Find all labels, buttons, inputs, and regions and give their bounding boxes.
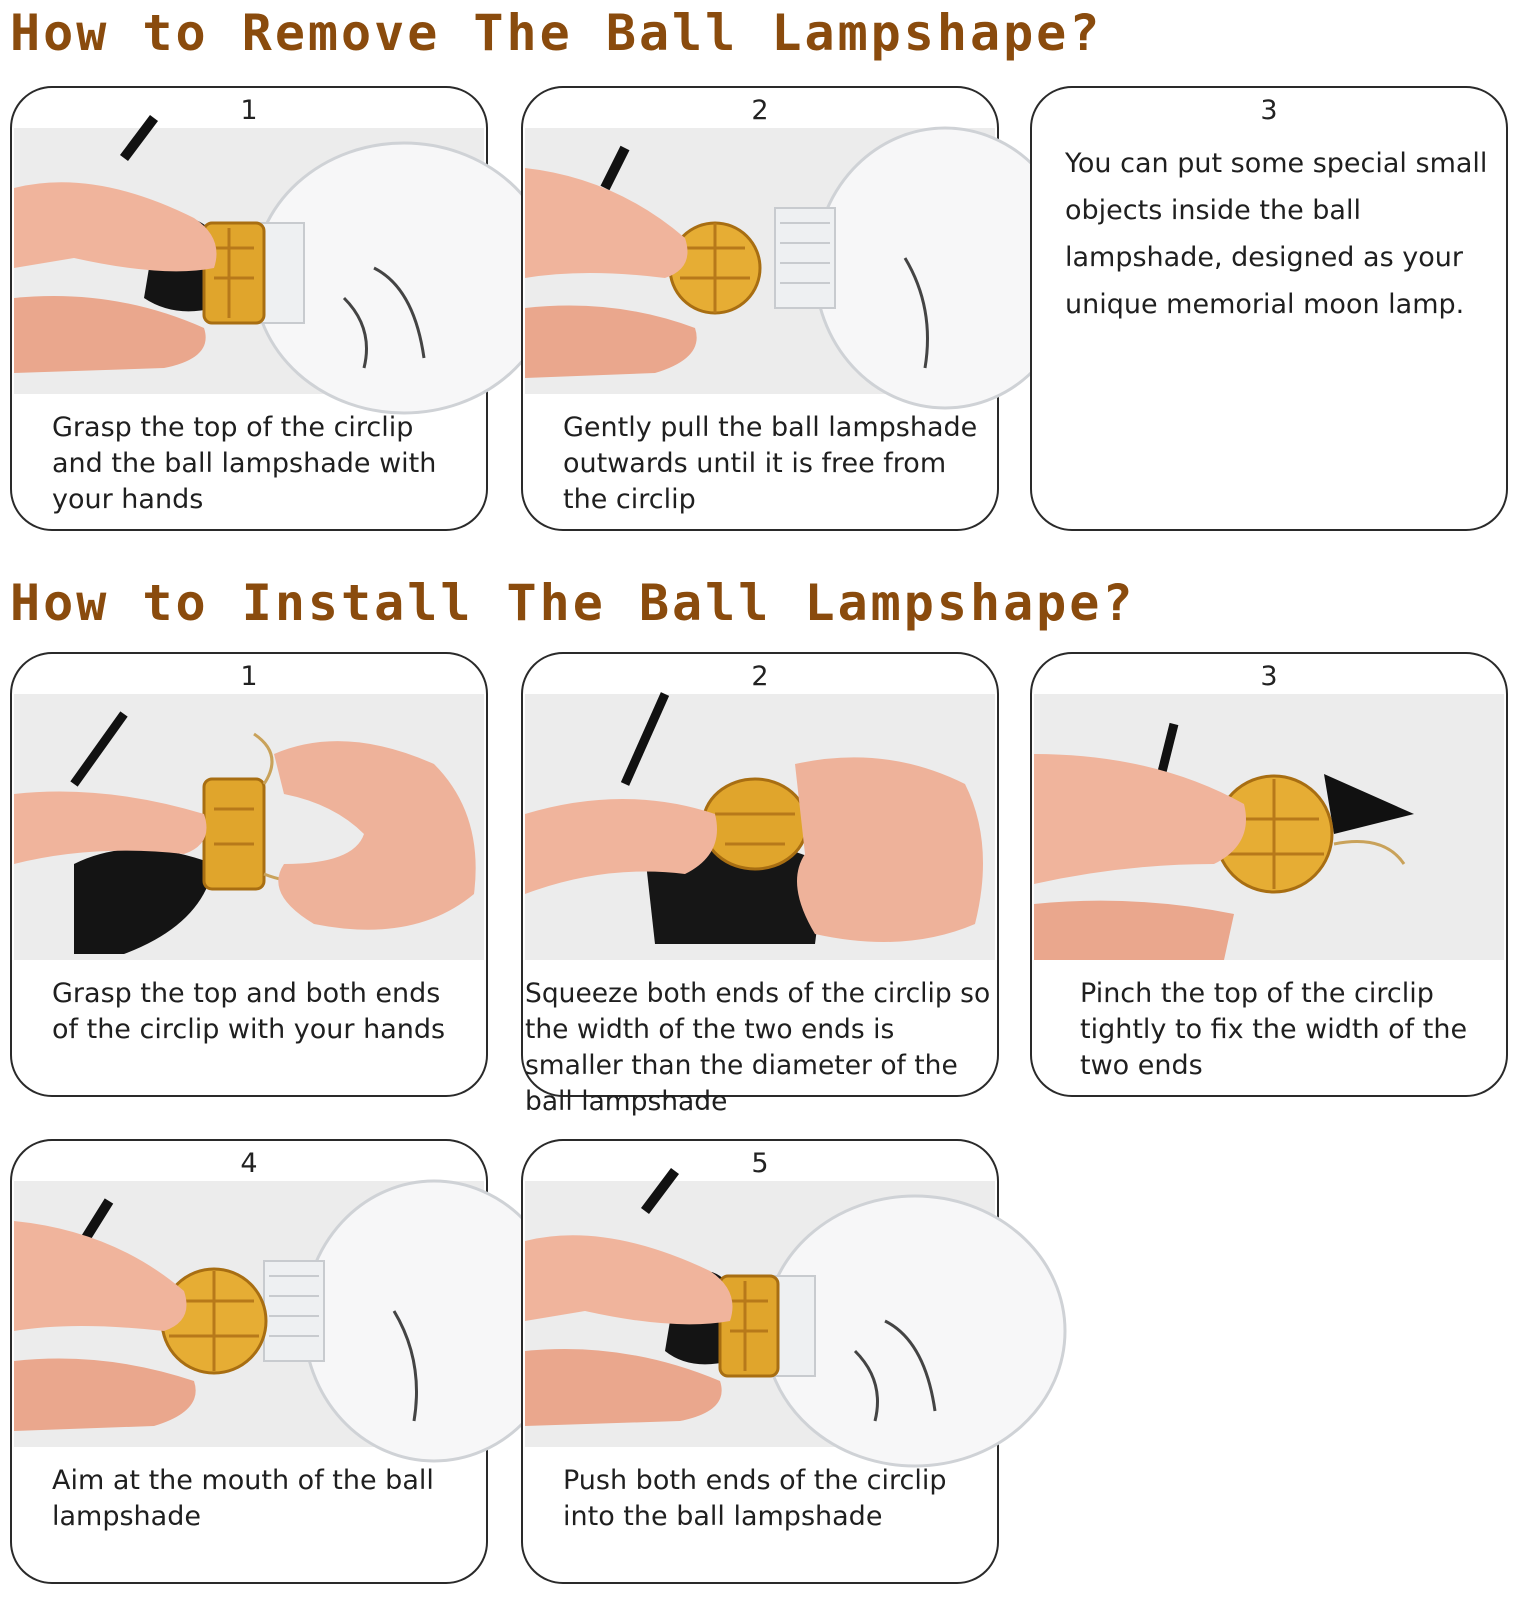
- step-photo: [1034, 694, 1504, 960]
- squeezing-circlip-ends-image: [525, 694, 995, 960]
- step-number: 5: [751, 1148, 769, 1179]
- step-photo: [14, 694, 484, 960]
- step-number: 1: [240, 95, 258, 126]
- step-caption: Grasp the top and both ends of the circlip with your hands: [52, 978, 446, 1045]
- pulling-lampshade-from-circlip-image: [525, 128, 995, 394]
- step-caption: Push both ends of the circlip into the ball lampshade: [563, 1465, 947, 1532]
- step-number: 3: [1260, 95, 1278, 126]
- step-caption: Aim at the mouth of the ball lampshade: [52, 1465, 434, 1532]
- step-caption: Pinch the top of the circlip tightly to fix the width of the two ends: [1080, 978, 1468, 1081]
- step-number: 3: [1260, 661, 1278, 692]
- install-step-4-card: [10, 1139, 488, 1584]
- install-section-title: How to Install The Ball Lampshape?: [10, 574, 1136, 632]
- step-caption: Squeeze both ends of the circlip so the width of the two ends is smaller than the diameter of the ball lampshade: [525, 978, 991, 1117]
- step-number: 4: [240, 1148, 258, 1179]
- step-number: 2: [751, 661, 769, 692]
- step-number: 1: [240, 661, 258, 692]
- step-photo: [525, 694, 995, 960]
- step-photo: [525, 1181, 995, 1447]
- install-step-1-card: [10, 652, 488, 1097]
- remove-step-2-card: [521, 86, 999, 531]
- step-photo: [525, 128, 995, 394]
- install-step-3-card: [1030, 652, 1508, 1097]
- step-caption: Grasp the top of the circlip and the ball lampshade with your hands: [52, 412, 437, 515]
- step-photo: [14, 1181, 484, 1447]
- pinching-circlip-top-image: [1034, 694, 1504, 960]
- remove-step-1-card: [10, 86, 488, 531]
- step-number: 2: [751, 95, 769, 126]
- remove-step-3-card: [1030, 86, 1508, 531]
- install-step-2-card: [521, 652, 999, 1117]
- remove-section-title: How to Remove The Ball Lampshape?: [10, 4, 1103, 62]
- hand-holding-circlip-on-bottle-image: [14, 128, 484, 394]
- aiming-circlip-at-bottle-mouth-image: [14, 1181, 484, 1447]
- install-step-5-card: [521, 1139, 999, 1584]
- pushing-circlip-into-bottle-image: [525, 1181, 995, 1447]
- step-caption: Gently pull the ball lampshade outwards until it is free from the circlip: [563, 412, 978, 515]
- step-photo: [14, 128, 484, 394]
- grasping-circlip-ends-image: [14, 694, 484, 960]
- step-caption: You can put some special small objects inside the ball lampshade, designed as your unique memorial moon lamp.: [1065, 148, 1488, 320]
